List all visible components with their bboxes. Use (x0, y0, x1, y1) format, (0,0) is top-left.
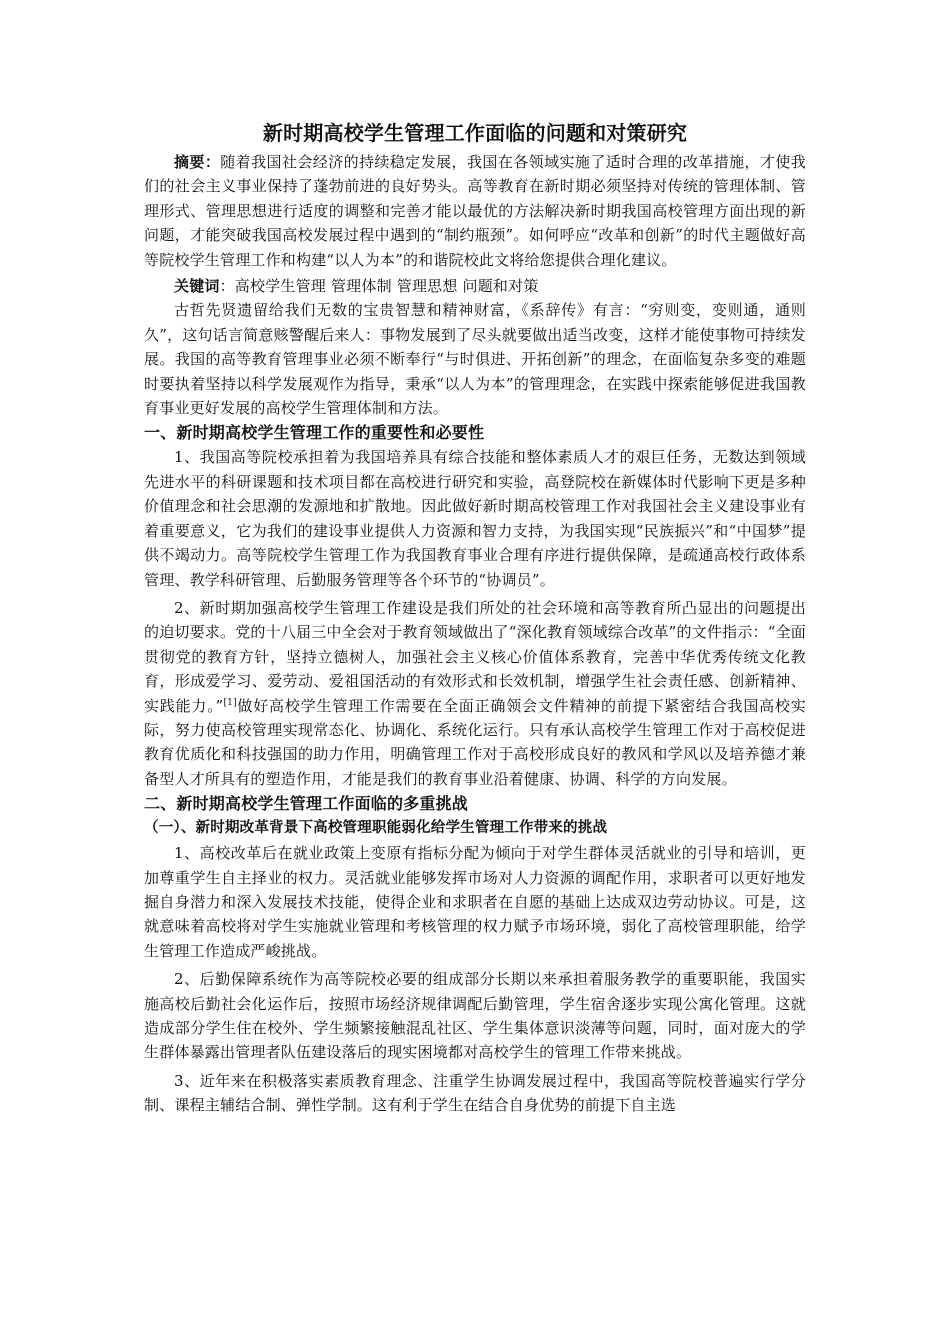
section-1-paragraph-2-text-a: 2、新时期加强高校学生管理工作建设是我们所处的社会环境和高等教育所凸显出的问题提出的迫切要求。党的十八届三中全会对于教育领域做出了“深化教育领域综合改革”的文件指示：“全面贯彻党的教育方针，坚持立德树人，加强社会主义核心价值体系教育，完善中华优秀传统文化教育，形成爱学习、爱劳动、爱祖国活动的有效形式和长效机制，增强学生社会责任感、创新精神、实践能力。” (144, 598, 807, 715)
section-2-subheading-1: （一）、新时期改革背景下高校管理职能弱化给学生管理工作带来的挑战 (144, 820, 608, 837)
section-2-paragraph-3: 3、近年来在积极落实素质教育理念、注重学生协调发展过程中，我国高等院校普遍实行学分制、课程主辅结合制、弹性学制。这有利于学生在结合自身优势的前提下自主选 (144, 1071, 806, 1115)
keywords-paragraph (144, 274, 806, 298)
section-1-paragraph-2-text-b: 做好高校学生管理工作需要在全面正确领会文件精神的前提下紧密结合我国高校实际，努力使高校管理实现常态化、协调化、系统化运行。只有承认高校学生管理工作对于高校促进教育优质化和科技强国的助力作用，明确管理工作对于高校形成良好的教风和学风以及培养德才兼备型人才所具有的塑造作用，才能是我们的教育事业沿着健康、协调、科学的方向发展。 (144, 696, 806, 788)
abstract-label: 摘要： (174, 153, 221, 171)
document-page (144, 118, 806, 1118)
section-1-heading: 一、新时期高校学生管理工作的重要性和必要性 (144, 423, 485, 443)
abstract-paragraph (144, 150, 806, 272)
keywords-label: 关键词 (174, 277, 220, 296)
intro-paragraph: 古哲先贤遗留给我们无数的宝贵智慧和精神财富，《系辞传》有言：“穷则变，变则通，通则久”，这句话言简意赅警醒后来人：事物发展到了尽头就要做出适当改变，这样才能使事物可持续发展。我国的高等教育管理事业必须不断奉行“与时俱进、开拓创新”的理念，在面临复杂多变的难题时要执着坚持以科学发展观作为指导，秉承“以人为本”的管理理念，在实践中探索能够促进我国教育事业更好发展的高校学生管理体制和方法。 (144, 301, 806, 418)
keywords-text: ：高校学生管理 管理体制 管理思想 问题和对策 (219, 277, 539, 296)
section-1-paragraph-2 (144, 596, 806, 791)
paper-title: 新时期高校学生管理工作面临的问题和对策研究 (262, 121, 688, 145)
abstract-text: 随着我国社会经济的持续稳定发展，我国在各领域实施了适时合理的改革措施，才使我们的社会主义事业保持了蓬勃前进的良好势头。高等教育在新时期必须坚持对传统的管理体制、管理形式、管理思想进行适度的调整和完善才能以最优的方法解决新时期我国高校管理方面出现的新问题，才能突破我国高校发展过程中遇到的“制约瓶颈”。如何呼应“改革和创新”的时代主题做好高等院校学生管理工作和构建“以人为本”的和谐院校此文将给您提供合理化建议。 (144, 153, 806, 269)
citation-ref: [1] (223, 697, 237, 708)
section-2-paragraph-1: 1、高校改革后在就业政策上变原有指标分配为倾向于对学生群体灵活就业的引导和培训，更加尊重学生自主择业的权力。灵活就业能够发挥市场对人力资源的调配作用，求职者可以更好地发掘自身潜力和深入发展技术技能，使得企业和求职者在自愿的基础上达成双边劳动协议。可是，这就意味着高校将对学生实施就业管理和考核管理的权力赋予市场环境，弱化了高校管理职能，给学生管理工作造成严峻挑战。 (144, 844, 806, 960)
section-2-heading: 二、新时期高校学生管理工作面临的多重挑战 (144, 794, 469, 814)
section-2-paragraph-2: 2、后勤保障系统作为高等院校必要的组成部分长期以来承担着服务教学的重要职能，我国实施高校后勤社会化运作后，按照市场经济规律调配后勤管理，学生宿舍逐步实现公寓化管理。这就造成部分学生住在校外、学生频繁接触混乱社区、学生集体意识淡薄等问题，同时，面对庞大的学生群体暴露出管理者队伍建设落后的现实困境都对高校学生的管理工作带来挑战。 (144, 970, 806, 1062)
section-1-paragraph-1: 1、我国高等院校承担着为我国培养具有综合技能和整体素质人才的艰巨任务，无数达到领域先进水平的科研课题和技术项目都在高校进行研究和实验，高登院校在新媒体时代影响下更是多种价值理念和社会思潮的发源地和扩散地。因此做好新时期高校管理工作对我国社会主义建设事业有着重要意义，它为我们的建设事业提供人力资源和智力支持，为我国实现“民族振兴”和“中国梦”提供不竭动力。高等院校学生管理工作为我国教育事业合理有序进行提供保障，是疏通高校行政体系管理、教学科研管理、后勤服务管理等各个环节的“协调员”。 (144, 448, 806, 589)
